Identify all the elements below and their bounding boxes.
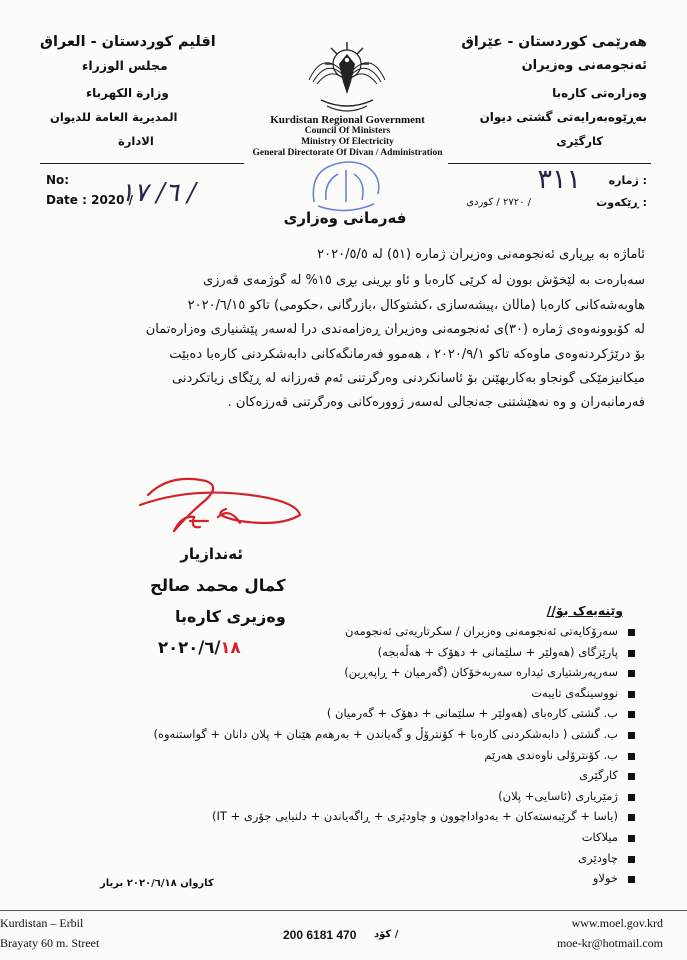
official-stamp-icon [306,160,384,216]
bullet-icon [628,650,635,657]
body-line: میکانیزمێکی گونجاو بەکاربهێنن بۆ ئاسانکردنی وەرگرتنی ئەم قەرزانە لە ڕێگای زیاتکردنی [171,371,645,386]
body-line: فەرمانبەران و وە نەهێشتنی جەنجاڵی لەسەر ژوورەکانی وەرگرتنی قەرزەکان . [227,395,645,410]
bullet-icon [628,876,635,883]
ref-number-label-en: No: [46,173,70,187]
bullet-icon [628,773,635,780]
body-line: لە کۆبوونەوەی ژمارە (۳۰)ی ئەنجومەنی وەزیران ڕەزامەندی درا لەسەر پێشنیاری وەزارەتمان [145,322,645,337]
footer-address-line2: Brayaty 60 m. Street [0,936,100,950]
bullet-icon [628,670,635,677]
bullet-icon [628,711,635,718]
signature-name: کمال محمد صالح [150,576,286,595]
header-right-line3: وەزارەتی کارەبا [552,86,647,100]
list-item [35,683,635,704]
ref-number-label-ku: : ژمارە [608,174,647,187]
header-left-line1: اقليم كوردستان - العراق [40,34,216,50]
ref-number-handwritten: ٣١١ [537,164,581,195]
bullet-icon [628,753,635,760]
body-line: هاوبەشەکانی کارەبا (ماڵان ،پیشەسازی ،کشتوکاڵ ،بازرگانی ،حکومی) تاکو ۲۰۲۰/٦/١٥ [187,298,645,313]
header-right-line1: هەرێمی کوردستان - عێراق [461,34,647,50]
footer-address-line1: Kurdistan – Erbil [0,916,84,930]
footer-phone-label: / کۆد [374,929,399,940]
list-item-text: (یاسا + گرێبەستەکان + بەدواداچوون و چاودێری + ڕاگەیاندن + دلنیایی جۆری + IT) [212,809,618,824]
list-item-text: میلاکات [581,829,618,844]
body-line: سەبارەت بە لێخۆش بوون لە کرێی کارەبا و ئاو بڕینی بڕی ١٥% لە گوژمەی قەرزی [202,273,645,288]
bullet-icon [628,856,635,863]
body-line: بۆ درێژکردنەوەی ماوەکە تاکو ۲۰۲۰/٩/١ ، هەموو فەرمانگەکانی دابەشکردنی کارەبا دەبێت [169,347,645,362]
list-item [35,827,635,848]
header-center-line2: Council Of Ministers [304,126,391,136]
list-item-text: چاودێری [578,850,618,865]
header-right-line4: بەڕێوەبەرایەتی گشتی دیوان [479,110,647,124]
list-item-text: نووسینگەی تایبەت [531,685,618,700]
distribution-list [35,621,635,889]
footer-phone: 200 6181 470 [283,928,357,942]
header-divider-left [40,163,244,164]
list-item-text: ب. کۆنترۆلی ناوەندی هەرێم [484,747,618,762]
header-left-line5: الادارة [118,134,154,148]
header-right-line2: ئەنجومەنی وەزیران [521,58,647,73]
document-title: فەرمانی وەزاری [283,209,407,227]
minister-signature-icon [130,465,310,545]
ref-date-label-en: Date : 2020 / [46,193,134,207]
body-line: ئاماژە بە بڕیاری ئەنجومەنی وەزیران ژمارە (٥١) لە ۲۰۲۰/٥/٥ [317,247,645,262]
header-left-line4: المديرية العامة للديوان [50,110,178,124]
list-item [35,621,635,642]
header-left-line2: مجلس الوزراء [82,58,168,73]
footer-divider [0,910,687,911]
list-item-text: کارگێری [579,768,618,783]
bullet-icon [628,732,635,739]
distribution-note: کاروان ۲۰۲۰/٦/١٨ بریار [100,878,214,889]
footer-email[interactable]: moe-kr@hotmail.com [556,936,663,950]
list-item [35,765,635,786]
bullet-icon [628,794,635,801]
list-item [35,642,635,663]
bullet-icon [628,629,635,636]
list-item-text: سەرۆکایەتی ئەنجومەنی وەزیران / سکرتاریەتی ئەنجومەن [345,624,618,638]
list-item-text: ب. گشتی کارەبای (هەولێر + سلێمانی + دهۆک + گەرمیان ) [326,706,618,721]
signature-title: ئەندازیار [180,545,243,563]
header-left-line3: وزارة الكهرباء [86,86,169,100]
list-item [35,703,635,724]
header-center-line1: Kurdistan Regional Government [270,114,425,126]
bullet-icon [628,691,635,698]
header-center-line3: Ministry Of Electricity [301,137,394,147]
list-item [35,662,635,683]
signature-position: وەزیری کارەبا [175,607,286,626]
list-item-text: ب. گشتی ( دابەشکردنی کارەبا + کۆنترۆڵ و گەیاندن + بەرهەم هێنان + پلان دانان + گواستنەوە) [153,726,618,741]
list-item-text: پارێزگای (هەولێر + سلێمانی + دهۆک + هەڵەبجە) [377,644,618,659]
ref-date-label-ku: : ڕێکەوت [596,196,647,209]
kurdistan-emblem-icon [303,20,391,116]
header-center-line4: General Directorate Of Divan / Administration [252,148,443,158]
distribution-title: وێنەیەک بۆ// [546,603,623,618]
list-item [35,806,635,827]
footer-website[interactable]: www.moel.gov.krd [571,916,663,930]
list-item [35,745,635,766]
ref-date-handwritten: ٦/ ١٧ / [120,178,196,208]
ref-date-value-ku: / ۲۷۲۰ / کوردی [466,197,531,208]
list-item [35,848,635,869]
bullet-icon [628,814,635,821]
list-item-text: خولاو [592,871,618,886]
signature-date-handwritten: ١٨ [220,638,241,657]
signature-date-printed: ۲۰۲۰/٦/ [158,638,221,657]
header-right-line5: کارگێری [556,134,603,148]
list-item [35,724,635,745]
bullet-icon [628,835,635,842]
list-item-text: ژمێریاری (ئاسایی+ پلان) [498,788,618,803]
list-item-text: سەرپەرشتیاری ئیدارە سەربەخۆکان (گەرمیان + ڕاپەڕین) [344,665,618,680]
list-item [35,786,635,807]
